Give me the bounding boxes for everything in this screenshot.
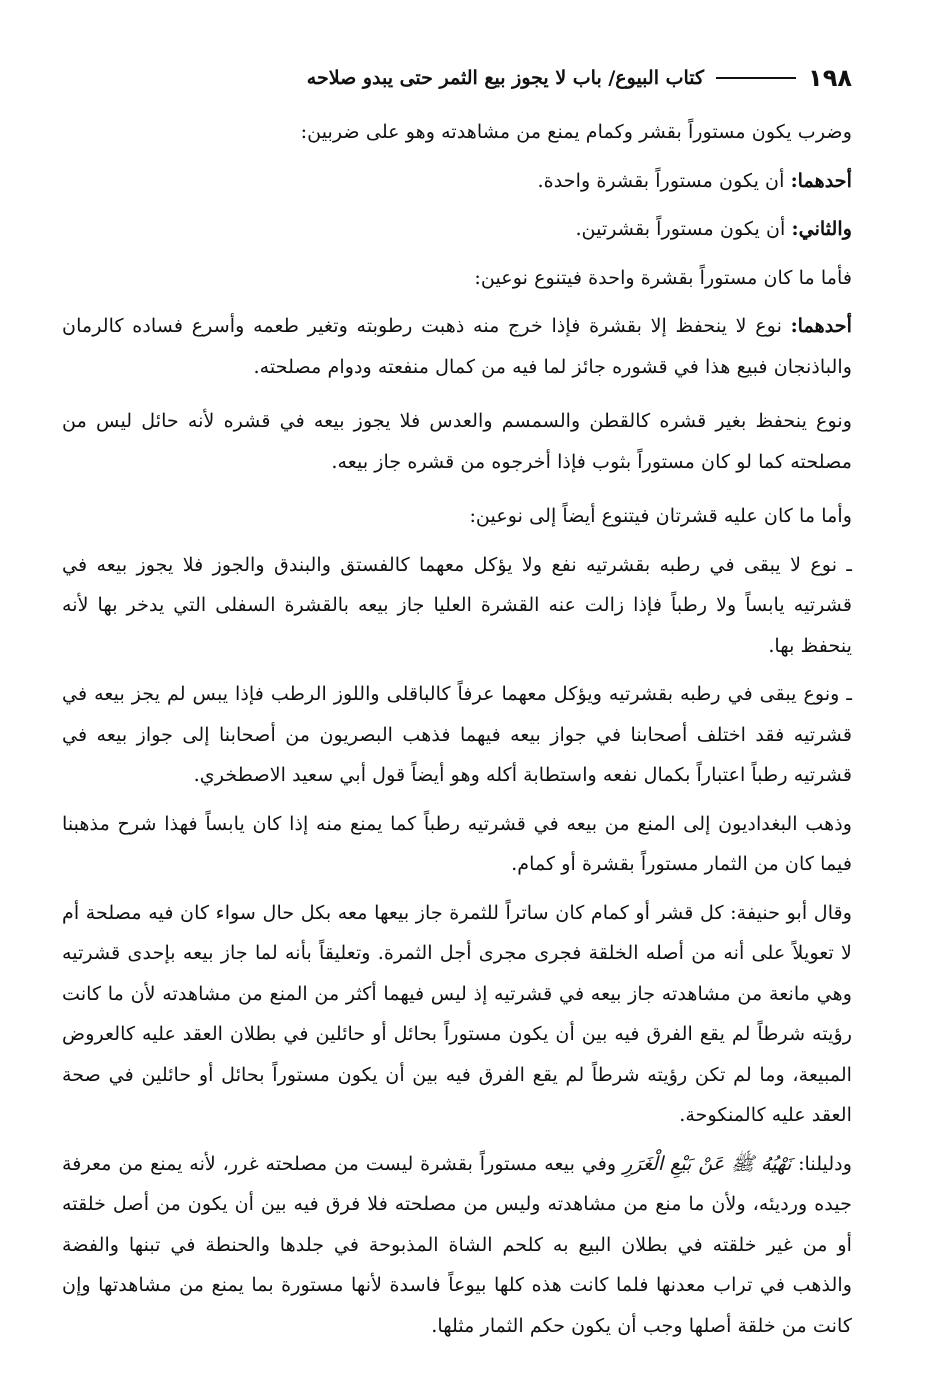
hadith-quote: نَهْيُهُ ﷺ عَنْ بَيْعِ الْغَرَرِ xyxy=(622,1151,792,1175)
paragraph-lead: والثاني: xyxy=(791,217,852,240)
paragraph xyxy=(62,112,852,153)
paragraph xyxy=(62,258,852,299)
paragraph-lead: أحدهما: xyxy=(790,168,852,192)
book-page xyxy=(62,58,852,1354)
paragraph xyxy=(62,306,852,387)
paragraph-text: وقال أبو حنيفة: كل قشر أو كمام كان ساتراً للثمرة جاز بيعها معه بكل حال سواء كان فيه مصلحة أم لا تعويلاً على أنه من أصله الخلقة فجرى مجرى أجل الثمرة. وتعليقاً بأنه لما جاز بيعه بإحدى قشرتيه وهي مانعة من مشاهدته جاز بيعه في قشرتيه إذ ليس فيهما أكثر من المنع من مشاهدته لأن ما كانت رؤيته شرطاً لم يقع الفرق فيه بين أن يكون مستوراً بحائل أو حائلين في بطلان العقد عليه كالعروض المبيعة، وما لم تكن رؤيته شرطاً لم يقع الفرق فيه بين أن يكون مستوراً بحائل أو حائلين في صحة العقد عليه كالمنكوحة. xyxy=(62,900,852,1126)
paragraph-text: ـ ونوع يبقى في رطبه بقشرتيه ويؤكل معهما عرفاً كالباقلى واللوز الرطب فإذا يبس لم يجز بيعه في قشرتيه فقد اختلف أصحابنا في جواز بيعه فيهما فذهب البصريون من أصحابنا إلى جواز بيعه في قشرتيه رطباً اعتباراً بكمال نفعه واستطابة أكله وهو أيضاً قول أبي سعيد الاصطخري. xyxy=(62,682,852,786)
paragraph-text: وفي بيعه مستوراً بقشرة ليست من مصلحته غرر، لأنه يمنع من معرفة جيده ورديئه، ولأن ما منع من مشاهدته وليس من مصلحته فلا فرق فيه بين أن يكون من أصل خلقته أو من غير خلقته في بطلان البيع به كلحم الشاة المذبوحة في جلدها والحنطة في تبنها والفضة والذهب في تراب معدنها فلما كانت هذه كلها بيوعاً فاسدة لأنها مستورة بما يمنع من مشاهدتها وإن كانت من خلقة أصلها وجب أن يكون حكم الثمار مثلها. xyxy=(62,1151,852,1337)
paragraph-text: وأما ما كان عليه قشرتان فيتنوع أيضاً إلى نوعين: xyxy=(469,504,852,527)
page-number: ١٩٨ xyxy=(808,64,852,92)
header-rule xyxy=(716,77,796,79)
paragraph xyxy=(62,1144,852,1347)
paragraph xyxy=(62,401,852,482)
paragraph xyxy=(62,496,852,537)
paragraph-text: ونوع ينحفظ بغير قشره كالقطن والسمسم والعدس فلا يجوز بيعه في قشره لأنه حائل ليس من مصلحته كما لو كان مستوراً بثوب فإذا أخرجوه من قشره جاز بيعه. xyxy=(62,409,852,473)
paragraph-text: وذهب البغداديون إلى المنع من بيعه في قشرتيه رطباً كما يمنع منه إذا كان يابساً فهذا شرح مذهبنا فيما كان من الثمار مستوراً بقشرة أو كمام. xyxy=(62,811,852,875)
page-header xyxy=(62,58,852,98)
paragraph xyxy=(62,674,852,796)
paragraph-text: أن يكون مستوراً بقشرة واحدة. xyxy=(537,168,791,192)
paragraph-text: ودليلنا: xyxy=(791,1151,852,1175)
paragraph xyxy=(62,804,852,885)
paragraph-text: أن يكون مستوراً بقشرتين. xyxy=(575,217,792,240)
paragraph-text: وضرب يكون مستوراً بقشر وكمام يمنع من مشاهدته وهو على ضربين: xyxy=(300,120,852,143)
paragraph-text: نوع لا ينحفظ إلا بقشرة فإذا خرج منه ذهبت رطوبته وتغير طعمه وأسرع فساده كالرمان والباذنجان فبيع هذا في قشوره جائز لما فيه من كمال منفعته ودوام مصلحته. xyxy=(62,314,852,378)
paragraph-text: ـ نوع لا يبقى في رطبه بقشرتيه نفع ولا يؤكل معهما كالفستق والبندق والجوز فلا يجوز بيعه في قشرتيه يابساً ولا رطباً فإذا زالت عنه القشرة العليا جاز بيعه بالقشرة السفلى التي يدخر بها لأنه ينحفظ بها. xyxy=(62,552,852,657)
running-title: كتاب البيوع/ باب لا يجوز بيع الثمر حتى يبدو صلاحه xyxy=(306,67,705,89)
paragraph xyxy=(62,893,852,1136)
paragraph xyxy=(62,209,852,250)
paragraph-text: فأما ما كان مستوراً بقشرة واحدة فيتنوع نوعين: xyxy=(474,265,852,289)
paragraph xyxy=(62,545,852,667)
paragraph-lead: أحدهما: xyxy=(790,314,852,337)
paragraph xyxy=(62,161,852,202)
